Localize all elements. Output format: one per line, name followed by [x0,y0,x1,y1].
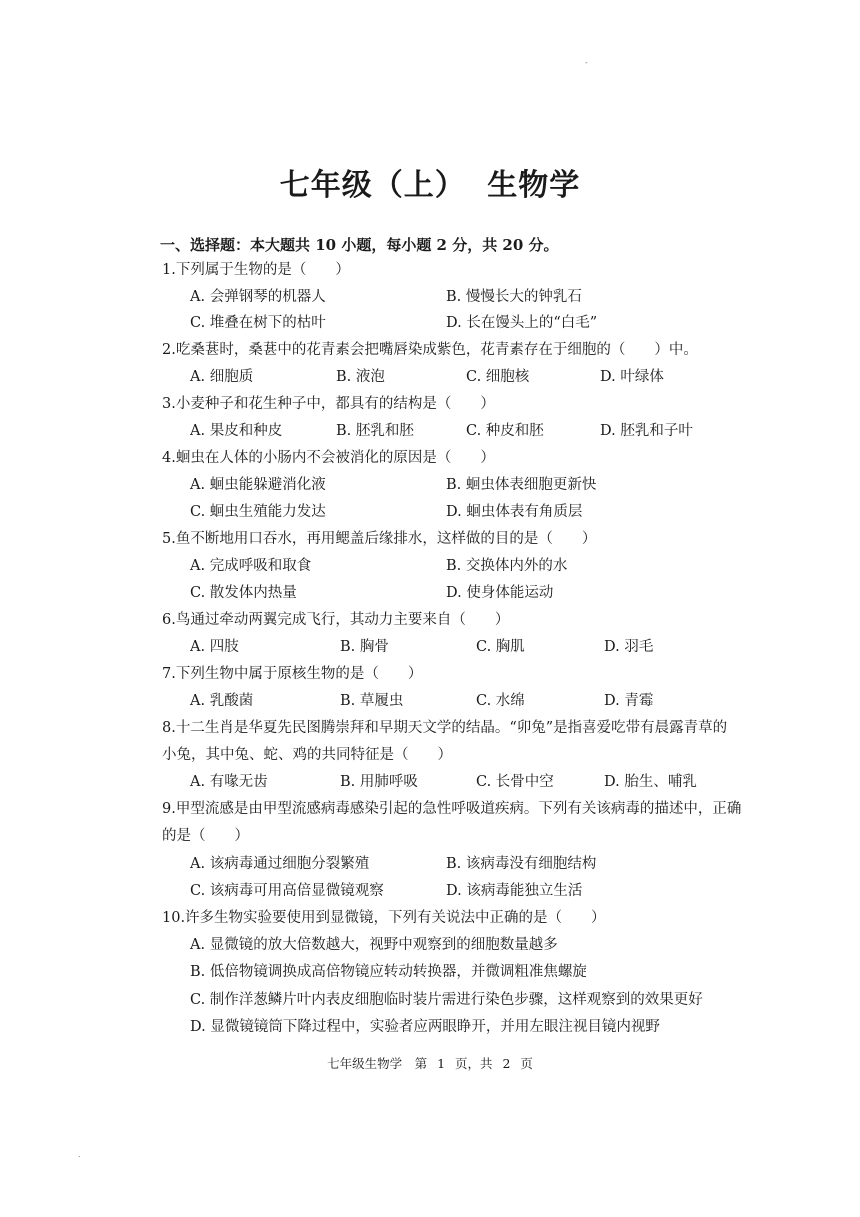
question-3-option-c: C. 种皮和胚 [466,423,544,439]
question-5-option-b: B. 交换体内外的水 [446,558,568,574]
question-4-option-a: A. 蛔虫能躲避消化液 [190,477,326,493]
question-7-option-c: C. 水绵 [476,693,525,709]
question-3-option-d: D. 胚乳和子叶 [600,423,693,439]
question-9-option-c: C. 该病毒可用高倍显微镜观察 [190,883,384,899]
question-9-option-d: D. 该病毒能独立生活 [446,883,583,899]
question-10-option-d: D. 显微镜镜筒下降过程中，实验者应两眼睁开，并用左眼注视目镜内视野 [190,1019,660,1035]
section-heading: 一、选择题：本大题共 10 小题，每小题 2 分，共 20 分。 [160,236,559,254]
question-8-option-d: D. 胎生、哺乳 [604,774,697,790]
question-2-option-c: C. 细胞核 [466,369,530,385]
question-8-option-a: A. 有喙无齿 [190,774,268,790]
question-2-option-a: A. 细胞质 [190,369,254,385]
question-6-option-b: B. 胸骨 [340,639,389,655]
question-1-option-c: C. 堆叠在树下的枯叶 [190,315,326,331]
question-10-option-c: C. 制作洋葱鳞片叶内表皮细胞临时装片需进行染色步骤，这样观察到的效果更好 [190,992,703,1008]
question-5-option-d: D. 使身体能运动 [446,585,554,601]
question-1-option-b: B. 慢慢长大的钟乳石 [446,289,582,305]
question-9-option-a: A. 该病毒通过细胞分裂繁殖 [190,856,370,872]
question-5-stem: 5.鱼不断地用口吞水，再用鳃盖后缘排水，这样做的目的是（ ） [162,531,597,547]
question-3-option-b: B. 胚乳和胚 [336,423,414,439]
question-6-option-c: C. 胸肌 [476,639,525,655]
question-7-option-b: B. 草履虫 [340,693,404,709]
question-1-option-d: D. 长在馒头上的“白毛” [446,315,598,331]
question-2-stem: 2.吃桑葚时，桑葚中的花青素会把嘴唇染成紫色，花青素存在于细胞的（ ）中。 [162,342,698,358]
question-5-option-c: C. 散发体内热量 [190,585,297,601]
question-7-option-d: D. 青霉 [604,693,654,709]
question-4-option-c: C. 蛔虫生殖能力发达 [190,504,326,520]
question-8-stem-continued: 小兔，其中兔、蛇、鸡的共同特征是（ ） [162,747,452,763]
question-7-option-a: A. 乳酸菌 [190,693,254,709]
question-5-option-a: A. 完成呼吸和取食 [190,558,312,574]
question-6-stem: 6.鸟通过牵动两翼完成飞行，其动力主要来自（ ） [162,612,510,628]
question-2-option-b: B. 液泡 [336,369,385,385]
question-3-stem: 3.小麦种子和花生种子中，都具有的结构是（ ） [162,396,495,412]
question-10-option-a: A. 显微镜的放大倍数越大，视野中观察到的细胞数量越多 [190,937,558,953]
question-4-option-b: B. 蛔虫体表细胞更新快 [446,477,597,493]
scan-speck: . [78,1150,81,1159]
question-8-option-c: C. 长骨中空 [476,774,554,790]
question-10-stem: 10.许多生物实验要使用到显微镜，下列有关说法中正确的是（ ） [162,910,606,926]
question-1-option-a: A. 会弹钢琴的机器人 [190,289,326,305]
question-3-option-a: A. 果皮和种皮 [190,423,283,439]
question-4-stem: 4.蛔虫在人体的小肠内不会被消化的原因是（ ） [162,450,495,466]
page-footer: 七年级生物学 第 1 页，共 2 页 [327,1056,533,1071]
question-2-option-d: D. 叶绿体 [600,369,664,385]
page-title: 七年级（上） 生物学 [279,168,581,203]
question-1-stem: 1.下列属于生物的是（ ） [162,262,350,278]
question-9-option-b: B. 该病毒没有细胞结构 [446,856,597,872]
question-4-option-d: D. 蛔虫体表有角质层 [446,504,583,520]
scan-speck: - [585,58,588,67]
question-6-option-d: D. 羽毛 [604,639,654,655]
question-7-stem: 7.下列生物中属于原核生物的是（ ） [162,666,423,682]
question-8-stem: 8.十二生肖是华夏先民图腾崇拜和早期天文学的结晶。“卯兔”是指喜爱吃带有晨露青草的 [162,720,728,736]
question-6-option-a: A. 四肢 [190,639,239,655]
question-8-option-b: B. 用肺呼吸 [340,774,418,790]
question-10-option-b: B. 低倍物镜调换成高倍物镜应转动转换器，并微调粗准焦螺旋 [190,964,587,980]
question-9-stem-continued: 的是（ ） [162,828,249,844]
question-9-stem: 9.甲型流感是由甲型流感病毒感染引起的急性呼吸道疾病。下列有关该病毒的描述中，正确 [162,801,742,817]
